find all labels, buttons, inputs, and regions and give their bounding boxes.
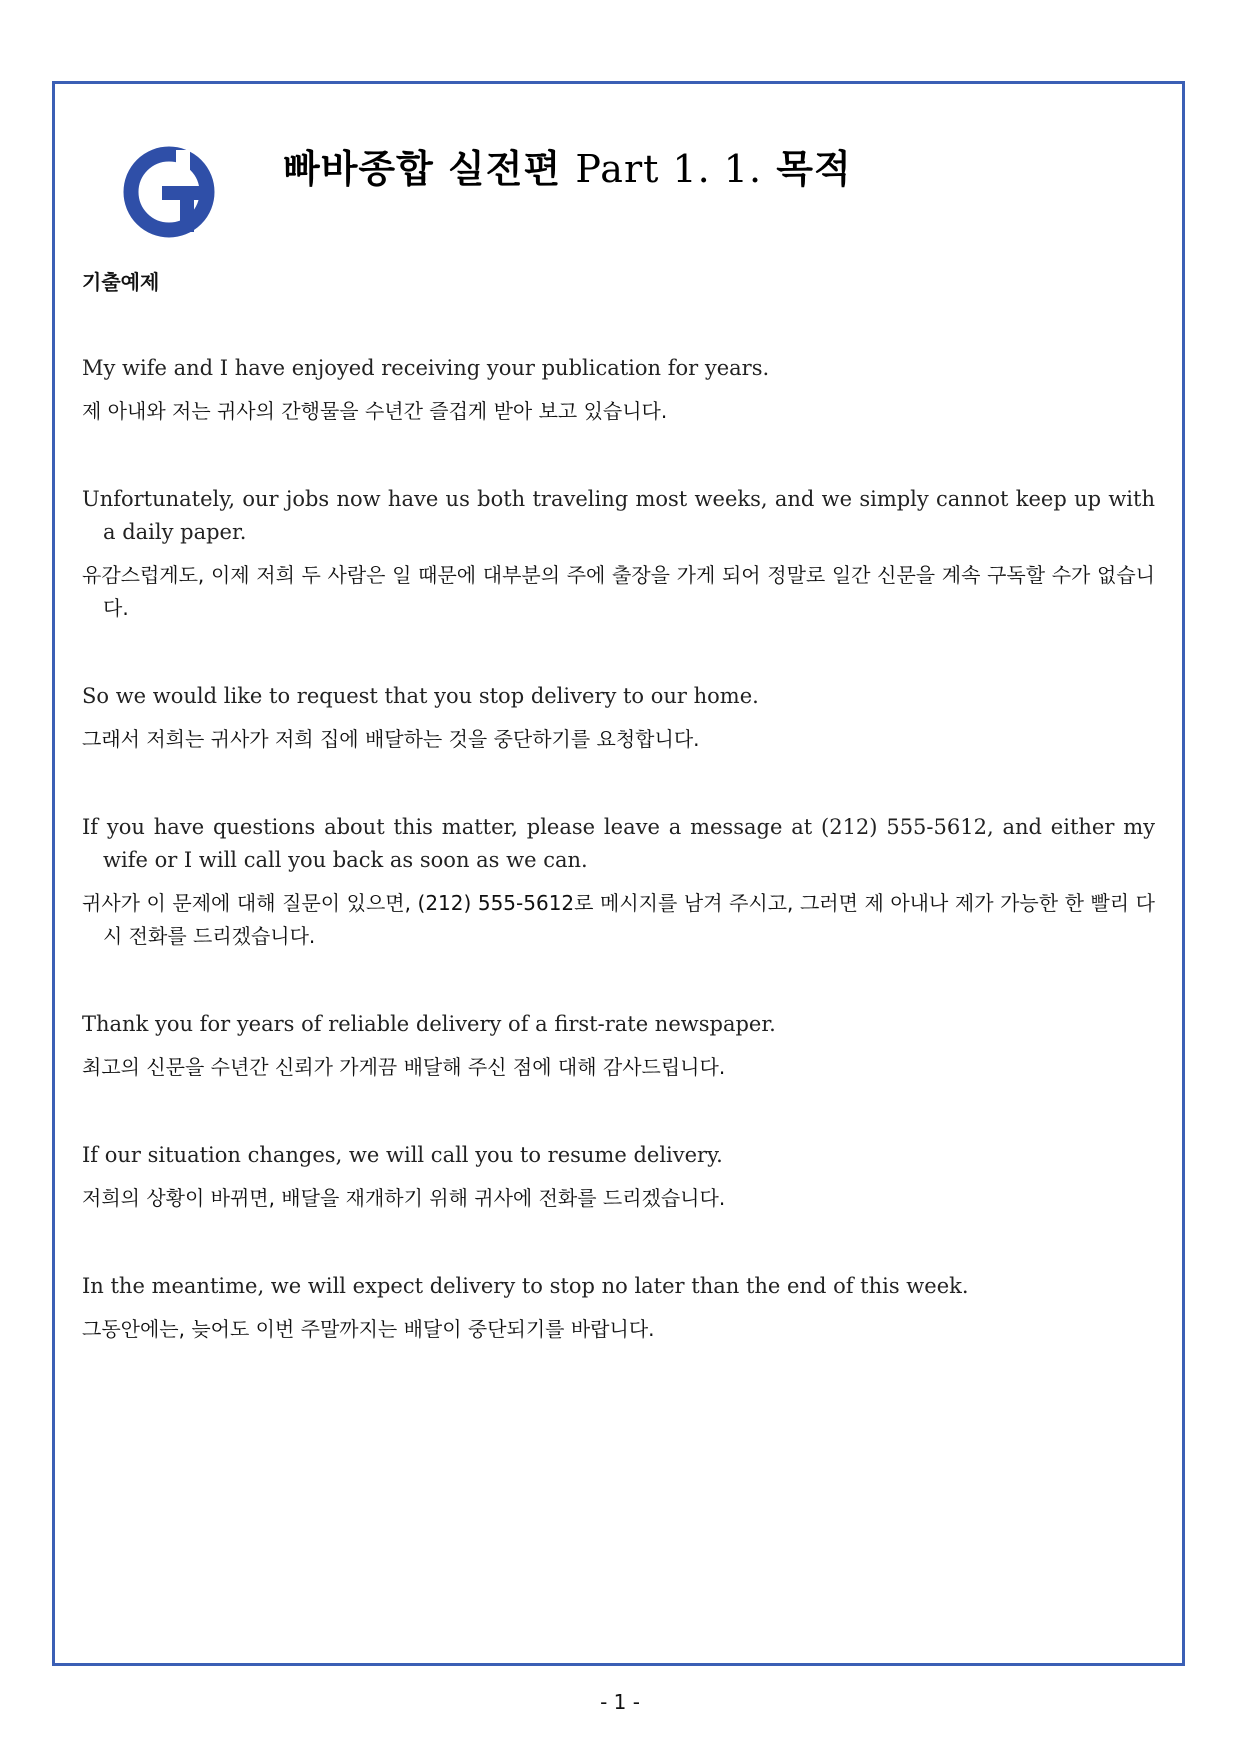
- korean-translation: 유감스럽게도, 이제 저희 두 사람은 일 때문에 대부분의 주에 출장을 가게 되어 정말로 일간 신문을 계속 구독할 수가 없습니다.: [82, 563, 1155, 620]
- english-sentence: If you have questions about this matter, please leave a message at (212) 555-5612, and either my wife or I will call you back as soon as we can.: [82, 815, 1155, 872]
- sentence-pair-6: [82, 1139, 1155, 1215]
- sentence-pair-1: [82, 352, 1155, 428]
- korean-translation: 제 아내와 저는 귀사의 간행물을 수년간 즐겁게 받아 보고 있습니다.: [82, 399, 668, 423]
- page-number: - 1 -: [600, 1690, 640, 1714]
- korean-translation: 최고의 신문을 수년간 신뢰가 가게끔 배달해 주신 점에 대해 감사드립니다.: [82, 1055, 726, 1079]
- sentence-pair-4: [82, 811, 1155, 953]
- sentence-pair-5: [82, 1008, 1155, 1084]
- gt-logo-icon: [122, 145, 216, 239]
- section-label: 기출예제: [82, 270, 160, 294]
- english-sentence: If our situation changes, we will call you to resume delivery.: [82, 1143, 723, 1167]
- sentence-list: [82, 352, 1155, 1401]
- title-part-number: Part 1. 1.: [575, 147, 763, 191]
- english-sentence: My wife and I have enjoyed receiving your publication for years.: [82, 356, 770, 380]
- english-sentence: Unfortunately, our jobs now have us both traveling most weeks, and we simply cannot keep up with a daily paper.: [82, 487, 1155, 544]
- sentence-pair-2: [82, 483, 1155, 625]
- title-korean-prefix: 빠바종합 실전편: [283, 146, 562, 191]
- sentence-pair-7: [82, 1270, 1155, 1346]
- sentence-pair-3: [82, 680, 1155, 756]
- korean-translation: 저희의 상황이 바뀌면, 배달을 재개하기 위해 귀사에 전화를 드리겠습니다.: [82, 1186, 726, 1210]
- korean-translation: 귀사가 이 문제에 대해 질문이 있으면, (212) 555-5612로 메시지를 남겨 주시고, 그러면 제 아내나 제가 가능한 한 빨리 다시 전화를 드리겠습니다.: [82, 891, 1155, 948]
- english-sentence: So we would like to request that you stop delivery to our home.: [82, 684, 759, 708]
- page-title: [283, 138, 852, 193]
- english-sentence: Thank you for years of reliable delivery of a first-rate newspaper.: [82, 1012, 776, 1036]
- korean-translation: 그래서 저희는 귀사가 저희 집에 배달하는 것을 중단하기를 요청합니다.: [82, 727, 700, 751]
- korean-translation: 그동안에는, 늦어도 이번 주말까지는 배달이 중단되기를 바랍니다.: [82, 1317, 655, 1341]
- english-sentence: In the meantime, we will expect delivery to stop no later than the end of this week.: [82, 1274, 969, 1298]
- title-korean-topic: 목적: [776, 146, 852, 191]
